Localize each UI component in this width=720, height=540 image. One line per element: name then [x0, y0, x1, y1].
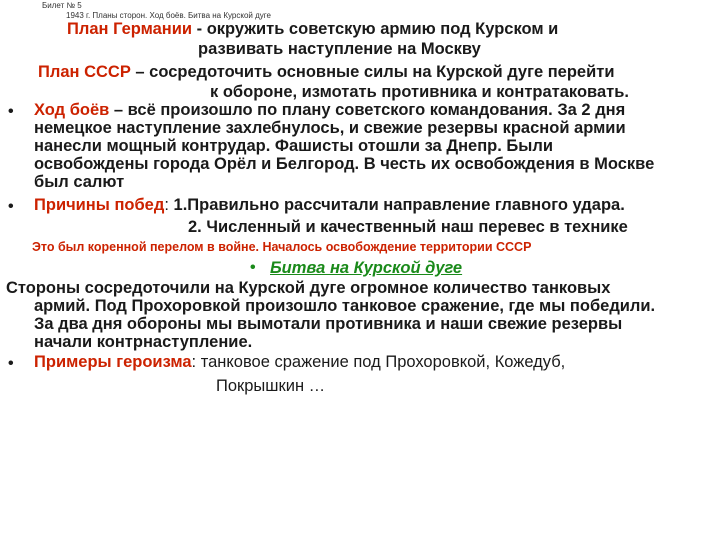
kursk-title: Битва на Курской дуге: [270, 259, 463, 277]
ussr-plan-line1: [38, 64, 614, 81]
victory-reason2: 2. Численный и качественный наш перевес в технике: [188, 218, 628, 236]
sides-line2: армий. Под Прохоровкой произошло танковое сражение, где мы победили.: [34, 297, 656, 315]
heroism-colon: :: [191, 353, 197, 371]
sides-line4: начали контрнаступление.: [34, 333, 253, 351]
battle-line5: был салют: [34, 173, 125, 191]
battle-label: Ход боёв: [34, 101, 110, 119]
sides-line3: За два дня обороны мы вымотали противника и наши свежие резервы: [34, 315, 623, 333]
kursk-bullet: •: [250, 259, 256, 276]
ussr-plan-text: – сосредоточить основные силы на Курской дуге перейти: [130, 63, 615, 81]
victory-colon: :: [164, 196, 169, 214]
germany-plan-label: План Германии: [67, 20, 193, 38]
heroism-line2: Покрышкин …: [216, 377, 326, 395]
battle-bullet: •: [8, 103, 14, 120]
battle-line2: немецкое наступление захлебнулось, и свежие резервы красной армии: [34, 119, 626, 137]
germany-plan-line2: развивать наступление на Москву: [198, 40, 481, 58]
ussr-plan-line2: к обороне, измотать противника и контратаковать.: [210, 83, 629, 101]
battle-line3: нанесли мощный контрудар. Фашисты отошли за Днепр. Были: [34, 137, 554, 155]
heroism-line1: [34, 354, 565, 371]
ussr-plan-label: План СССР: [38, 63, 131, 81]
ticket-number: Билет № 5: [42, 1, 82, 10]
battle-line4: освобождены города Орёл и Белгород. В честь их освобождения в Москве: [34, 155, 655, 173]
battle-text: – всё произошло по плану советского командования. За 2 дня: [109, 101, 626, 119]
heroism-text: танковое сражение под Прохоровкой, Кожедуб,: [196, 353, 566, 371]
victory-reason1: 1.Правильно рассчитали направление главного удара.: [168, 196, 625, 214]
germany-plan-line1: [67, 21, 558, 38]
heroism-label: Примеры героизма: [34, 353, 192, 371]
sides-line1: Стороны сосредоточили на Курской дуге огромное количество танковых: [6, 279, 611, 297]
victory-label: Причины побед: [34, 196, 165, 214]
heroism-bullet: •: [8, 355, 14, 372]
victory-line1: [34, 197, 625, 214]
turning-point-text: Это был коренной перелом в войне. Началось освобождение территории СССР: [32, 240, 532, 254]
ticket-topic: 1943 г. Планы сторон. Ход боёв. Битва на Курской дуге: [66, 11, 271, 20]
battle-line1: [34, 102, 625, 119]
germany-plan-text: - окружить советскую армию под Курском и: [192, 20, 559, 38]
victory-bullet: •: [8, 198, 14, 215]
